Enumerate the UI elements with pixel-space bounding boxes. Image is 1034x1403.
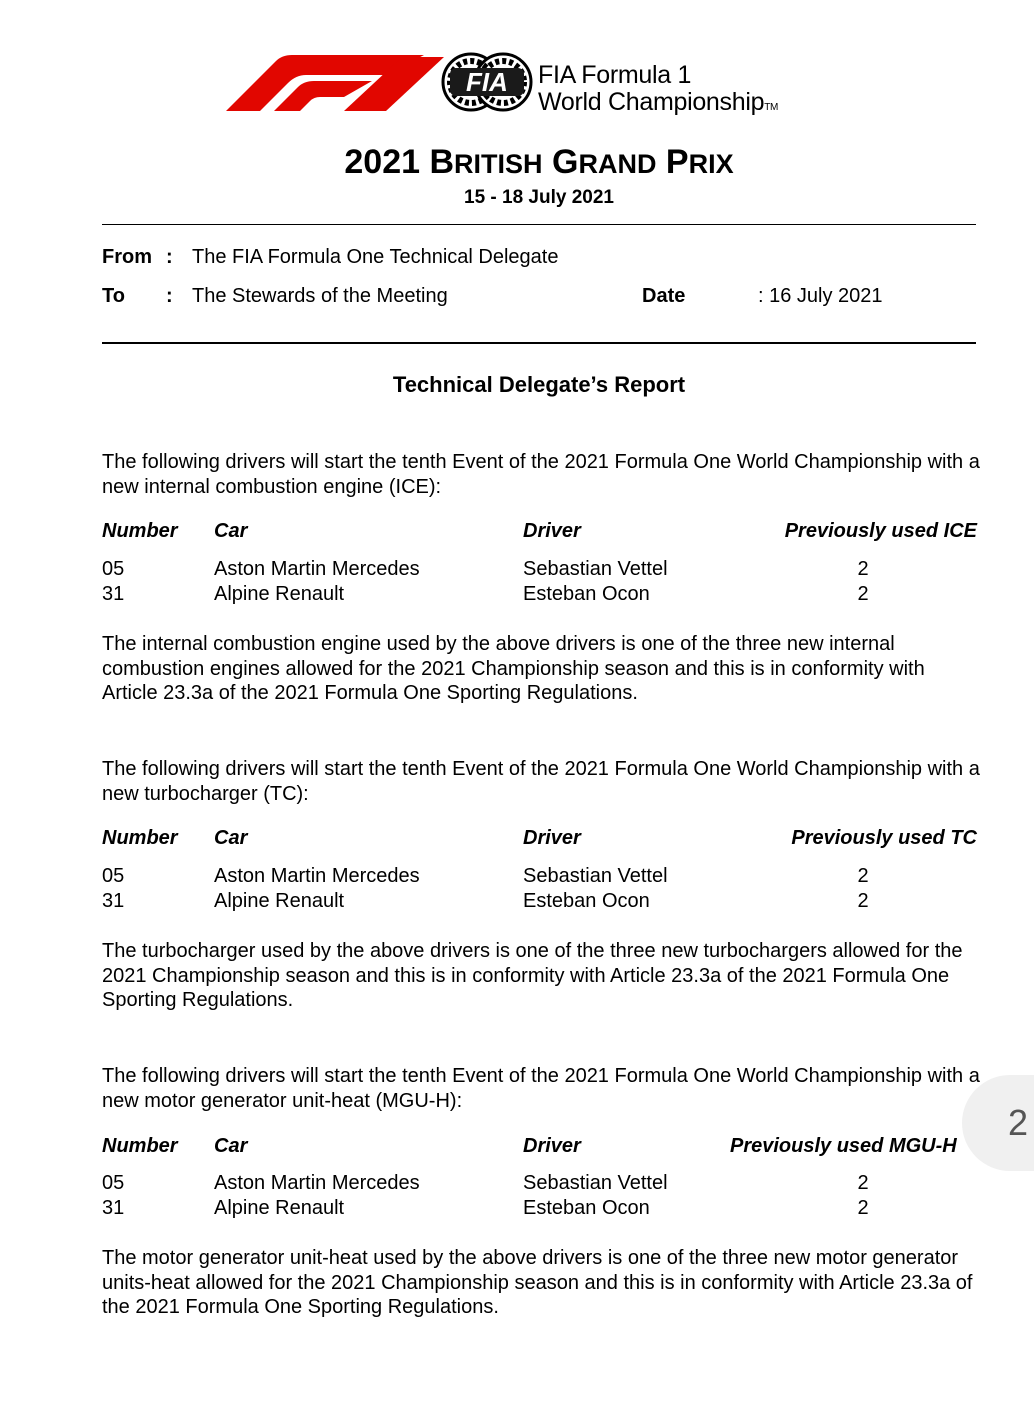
header-divider [102,224,976,225]
table-cell-car: Aston Martin Mercedes [214,865,420,887]
event-title-smallcaps: RITISH [454,149,543,179]
from-label: From [102,246,152,268]
meta-divider [102,342,976,344]
section-ice-intro: The following drivers will start the tenth Event of the 2021 Formula One World Championship with a new internal combustion engine (ICE): [102,451,980,498]
table-cell-driver: Sebastian Vettel [523,558,668,580]
table-cell-driver: Esteban Ocon [523,1197,650,1219]
to-label: To [102,285,125,307]
table-cell-number: 05 [102,1172,125,1194]
date-value: : 16 July 2021 [758,285,883,307]
table-header-number: Number [102,520,178,542]
section-mguh-conclusion: The motor generator unit-heat used by the above drivers is one of the three new motor generator units-heat allowed for the 2021 Championship season and this is in conformity with Article 23.3a of the 2021 Formula One Sporting Regulations. [102,1247,973,1318]
table-cell-number: 05 [102,865,125,887]
table-cell-previously-used: 2 [857,1197,869,1219]
from-value: The FIA Formula One Technical Delegate [192,246,559,268]
table-cell-driver: Esteban Ocon [523,583,650,605]
table-cell-number: 31 [102,583,125,605]
table-cell-car: Aston Martin Mercedes [214,1172,420,1194]
section-ice-conclusion: The internal combustion engine used by the above drivers is one of the three new internal combustion engines allowed for the 2021 Championship season and this is in conformity with Article 23.3a of the 2021 Formula One Sporting Regulations. [102,633,925,704]
table-header-number: Number [102,827,178,849]
table-header-driver: Driver [523,827,581,849]
date-label: Date [642,285,686,307]
table-cell-car: Aston Martin Mercedes [214,558,420,580]
brand-line-2 [538,88,778,122]
table-header-previously-used: Previously used ICE [784,520,977,542]
table-cell-car: Alpine Renault [214,1197,345,1219]
section-mguh-intro: The following drivers will start the tenth Event of the 2021 Formula One World Championship with a new motor generator unit-heat (MGU-H): [102,1065,980,1112]
fia-badge-text: FIA [466,67,508,97]
section-tc-conclusion: The turbocharger used by the above drivers is one of the three new turbochargers allowed for the 2021 Championship season and this is in conformity with Article 23.3a of the 2021 Formula One Sporting Regulations. [102,940,963,1011]
fia-badge-icon [440,51,534,113]
table-header-number: Number [102,1135,178,1157]
event-dates: 15 - 18 July 2021 [464,187,614,208]
f1-logo [226,55,444,111]
table-header-car: Car [214,827,248,849]
section-tc-intro: The following drivers will start the tenth Event of the 2021 Formula One World Championship with a new turbocharger (TC): [102,758,980,805]
table-cell-car: Alpine Renault [214,890,345,912]
table-cell-number: 31 [102,890,125,912]
table-cell-previously-used: 2 [857,890,869,912]
table-cell-previously-used: 2 [857,558,869,580]
table-header-car: Car [214,1135,248,1157]
event-title-year: 2021 [344,143,421,181]
to-colon: : [166,285,173,307]
table-header-driver: Driver [523,1135,581,1157]
table-cell-previously-used: 2 [857,583,869,605]
table-header-previously-used: Previously used TC [791,827,977,849]
table-header-driver: Driver [523,520,581,542]
table-cell-number: 31 [102,1197,125,1219]
event-title-smallcaps: RIX [688,149,734,179]
trademark: TM [764,102,779,113]
table-cell-car: Alpine Renault [214,583,345,605]
event-title-cap: P [665,143,689,181]
report-title: Technical Delegate’s Report [392,372,686,397]
table-cell-driver: Esteban Ocon [523,890,650,912]
to-value: The Stewards of the Meeting [192,285,448,307]
from-colon: : [166,246,173,268]
page-number: 2 [1008,1102,1029,1143]
event-title-smallcaps: RAND [578,149,657,179]
table-cell-driver: Sebastian Vettel [523,1172,668,1194]
table-cell-previously-used: 2 [857,865,869,887]
table-cell-driver: Sebastian Vettel [523,865,668,887]
event-title [0,142,1034,184]
table-header-car: Car [214,520,248,542]
table-cell-number: 05 [102,558,125,580]
brand-line-2-text: World Championship [538,88,765,116]
event-title-cap: B [429,143,455,181]
table-cell-previously-used: 2 [857,1172,869,1194]
event-title-cap: G [552,143,579,181]
brand-line-1: FIA Formula 1 [538,61,692,89]
table-header-previously-used: Previously used MGU-H [730,1135,957,1157]
